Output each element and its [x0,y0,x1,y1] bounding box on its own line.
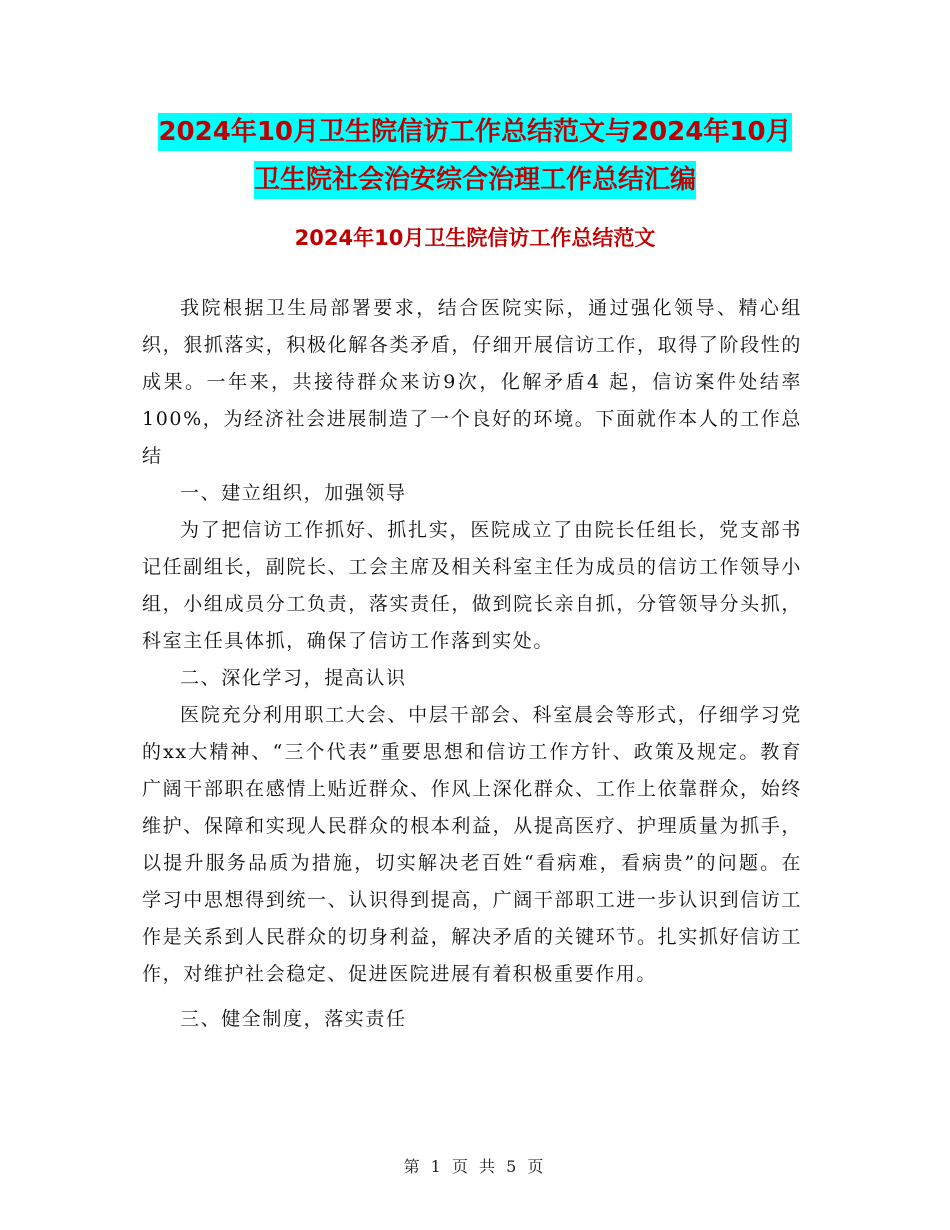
document-body [142,290,802,1038]
paragraph-2: 医院充分利用职工大会、中层干部会、科室晨会等形式，仔细学习党的xx大精神、“三个代表”重要思想和信访工作方针、政策及规定。教育广阔干部职在感情上贴近群众、作风上深化群众、工作上依靠群众，始终维护、保障和实现人民群众的根本利益，从提高医疗、护理质量为抓手，以提升服务品质为措施，切实解决老百姓“看病难，看病贵”的问题。在学习中思想得到统一、认识得到提高，广阔干部职工进一步认识到信访工作是关系到人民群众的切身利益，解决矛盾的关键环节。扎实抓好信访工作，对维护社会稳定、促进医院进展有着积极重要作用。 [142,704,802,985]
paragraph-1: 为了把信访工作抓好、抓扎实，医院成立了由院长任组长，党支部书记任副组长，副院长、工会主席及相关科室主任为成员的信访工作领导小组，小组成员分工负责，落实责任，做到院长亲自抓，分管领导分头抓，科室主任具体抓，确保了信访工作落到实处。 [142,519,802,652]
section-title: 2024年10月卫生院信访工作总结范文 [294,226,656,250]
document-title-line-2: 卫生院社会治安综合治理工作总结汇编 [254,161,696,199]
document-title-line-1: 2024年10月卫生院信访工作总结范文与2024年10月 [158,113,791,151]
document-title [140,108,810,204]
heading-2: 二、深化学习，提高认识 [180,667,407,689]
heading-3: 三、健全制度，落实责任 [180,1008,407,1030]
page-footer: 第 1 页 共 5 页 [403,1157,547,1176]
paragraph-intro: 我院根据卫生局部署要求，结合医院实际，通过强化领导、精心组织，狠抓落实，积极化解各类矛盾，仔细开展信访工作，取得了阶段性的成果。一年来，共接待群众来访9次，化解矛盾4 起，信访案件处结率100%，为经济社会进展制造了一个良好的环境。下面就作本人的工作总结 [142,297,802,467]
heading-1: 一、建立组织，加强领导 [180,482,407,504]
